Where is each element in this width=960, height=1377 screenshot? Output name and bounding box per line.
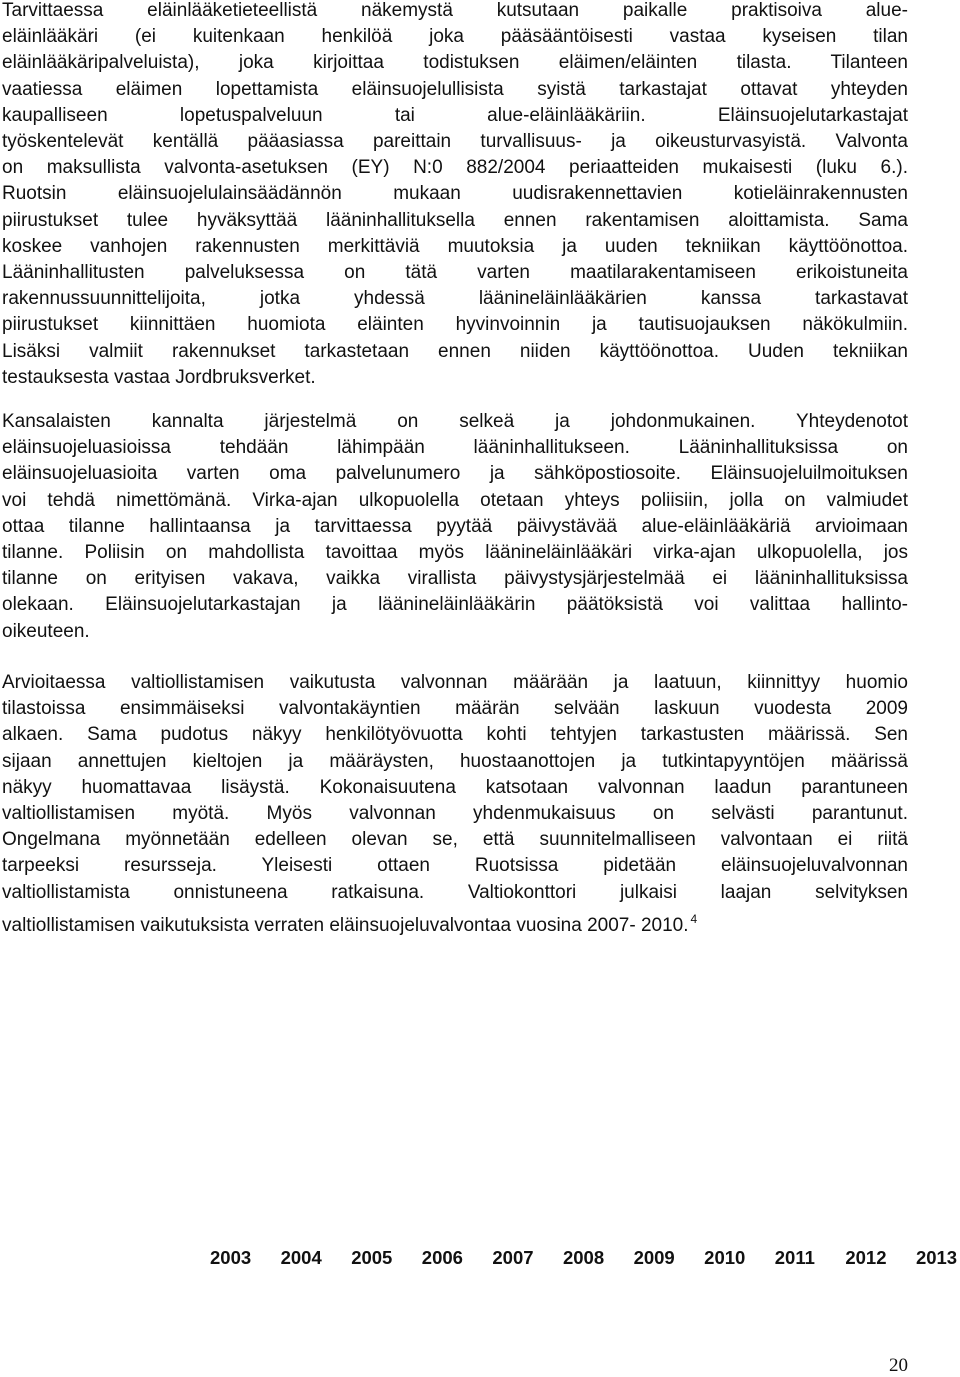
text-line-content: vaatiessa eläimen lopettamista eläinsuojelullisista syistä tarkastajat ottavat yhteyden <box>2 78 908 100</box>
text-line-content: on maksullista valvonta-asetuksen (EY) N:0 882/2004 periaatteiden mukaisesti (luku 6.). <box>2 157 908 179</box>
text-line-content: eläinsuojeluasioita varten oma palvelunumero ja sähköpostiosoite. Eläinsuojeluilmoituksen <box>2 463 908 485</box>
text-line <box>2 880 908 906</box>
year-label: 2008 <box>562 1247 605 1268</box>
text-line-content: olekaan. Eläinsuojelutarkastajan ja lääninеläinlääkärin päätöksistä voi valittaa hallinto- <box>2 594 908 616</box>
text-line-content: Arvioitaessa valtiollistamisen vaikutusta valvonnan määrään ja laatuun, kiinnittyy huomio <box>2 672 908 693</box>
text-line <box>2 749 908 775</box>
year-label: 2007 <box>492 1247 534 1268</box>
paragraph-inspection-procedures <box>2 0 908 391</box>
text-line-content: kaupalliseen lopetuspalveluun tai alue-eläinlääkäriin. Eläinsuojelutarkastajat <box>2 104 908 126</box>
text-line <box>2 103 908 129</box>
text-line <box>2 801 908 827</box>
text-line-content: työskentelevät kentällä pääasiassa pareittain turvallisuus- ja oikeusturvasyistä. Valvonta <box>2 131 908 153</box>
text-line <box>2 540 908 566</box>
year-label: 2013 <box>915 1247 958 1268</box>
text-line-content: valtiollistamista onnistuneena ratkaisuna. Valtiokonttori julkaisi laajan selvityksen <box>2 881 908 903</box>
text-line-content: alkaen. Sama pudotus näkyy henkilötyövuotta kohti tehtyjen tarkastusten määrissä. Sen <box>2 724 908 746</box>
text-line <box>2 129 908 155</box>
year-label: 2006 <box>421 1247 463 1268</box>
text-line <box>2 234 908 260</box>
text-line <box>2 365 908 391</box>
year-label: 2010 <box>704 1247 746 1268</box>
text-line-content: piirustukset tulee hyväksyttää lääninhallituksella ennen rakentamisen aloittamista. Sama <box>2 209 908 231</box>
text-line <box>2 827 908 853</box>
year-label: 2004 <box>280 1247 322 1268</box>
text-line-content: Tarvittaessa eläinlääketieteellistä näkemystä kutsutaan paikalle praktisoiva alue- <box>2 0 908 21</box>
year-label: 2009 <box>633 1247 675 1268</box>
text-line <box>2 0 908 24</box>
text-line-content: ottaa tilanne hallintaansa ja tarvittaessa pyytää päivystävää alue-eläinlääkäriä arvioimaan <box>2 515 908 537</box>
text-line <box>2 670 908 696</box>
text-line <box>2 409 908 435</box>
text-line <box>2 461 908 487</box>
text-line <box>2 50 908 76</box>
text-line-content: näkyy huomattavaa lisäystä. Kokonaisuutena katsotaan valvonnan laadun parantuneen <box>2 776 908 798</box>
text-line <box>2 155 908 181</box>
text-line <box>2 488 908 514</box>
text-line-content: tilanne on erityisen vakava, vaikka virallista päivystysjärjestelmää ei lääninhallituksissa <box>2 568 908 590</box>
text-line-content: tilastoissa ensimmäiseksi valvontakäyntien määrän selvään laskuun vuodesta 2009 <box>2 698 908 720</box>
text-line <box>2 696 908 722</box>
text-line-content: testauksesta vastaa Jordbruksverket. <box>2 366 316 388</box>
text-line <box>2 435 908 461</box>
text-line-content: voi tehdä nimettömänä. Virka-ajan ulkopuolella otetaan yhteys poliisiin, jolla on valmiudet <box>2 489 908 511</box>
paragraph-citizen-perspective <box>2 409 908 645</box>
text-line-content: oikeuteen. <box>2 620 90 642</box>
text-line <box>2 514 908 540</box>
text-line-content: rakennussuunnittelijoita, jotka yhdessä lääninеläinlääkärien kanssa tarkastavat <box>2 288 908 310</box>
text-line-content: Lisäksi valmiit rakennukset tarkastetaan ennen niiden käyttöönottoa. Uuden tekniikan <box>2 340 908 362</box>
text-line-content: Lääninhallitusten palveluksessa on tätä varten maatilarakentamiseen erikoistuneita <box>2 262 908 284</box>
text-line-content: eläinsuojeluasioissa tehdään lähimpään lääninhallitukseen. Lääninhallituksissa on <box>2 437 908 459</box>
footnote-reference[interactable]: 4 <box>690 911 698 926</box>
text-line <box>2 592 908 618</box>
text-line-content: valtiollistamisen vaikutuksista verraten eläinsuojeluvalvontaa vuosina 2007- 2010. <box>2 914 689 936</box>
text-line <box>2 208 908 234</box>
text-line <box>2 722 908 748</box>
text-line <box>2 181 908 207</box>
text-line <box>2 260 908 286</box>
year-label: 2012 <box>845 1247 887 1268</box>
text-line <box>2 286 908 312</box>
paragraph-nationalization-evaluation <box>2 670 908 939</box>
year-label: 2005 <box>351 1247 393 1268</box>
text-line <box>2 312 908 338</box>
text-line-content: sijaan annettujen kieltojen ja määräysten, huostaanottojen ja tutkintapyyntöjen määrissä <box>2 750 908 772</box>
text-line-content: koskee vanhojen rakennusten merkittäviä muutoksia ja uuden tekniikan käyttöönottoa. <box>2 235 908 257</box>
text-line <box>2 906 908 939</box>
text-line <box>2 566 908 592</box>
text-line <box>2 775 908 801</box>
text-line-content: valtiollistamisen myötä. Myös valvonnan yhdenmukaisuus on selvästi parantunut. <box>2 803 908 825</box>
text-line-content: Kansalaisten kannalta järjestelmä on selkeä ja johdonmukainen. Yhteydenotot <box>2 411 908 432</box>
text-line-content: Ongelmana myönnetään edelleen olevan se, että suunnitelmalliseen valvontaan ei riitä <box>2 829 908 851</box>
page-number: 20 <box>889 1355 908 1376</box>
text-line <box>2 619 908 645</box>
text-line-content: eläinlääkäri (ei kuitenkaan henkilöä joka pääsääntöisesti vastaa kyseisen tilan <box>2 26 908 48</box>
text-line-content: eläinlääkäripalveluista), joka kirjoittaa todistuksen eläimen/eläinten tilasta. Tilanteen <box>2 52 908 74</box>
year-axis-labels <box>210 1247 960 1269</box>
text-line <box>2 339 908 365</box>
text-line <box>2 24 908 50</box>
text-line <box>2 853 908 879</box>
text-line-content: piirustukset kiinnittäen huomiota eläinten hyvinvoinnin ja tautisuojauksen näkökulmiin. <box>2 314 908 336</box>
text-line-content: tarpeeksi resursseja. Yleisesti ottaen Ruotsissa pidetään eläinsuojeluvalvonnan <box>2 855 908 877</box>
text-line-content: tilanne. Poliisin on mahdollista tavoittaa myös lääninеläinlääkäri virka-ajan ulkopuolella, jos <box>2 542 908 564</box>
text-line <box>2 77 908 103</box>
year-label: 2011 <box>774 1247 815 1268</box>
year-label: 2003 <box>210 1247 252 1268</box>
text-line-content: Ruotsin eläinsuojelulainsäädännön mukaan uudisrakennettavien kotieläinrakennusten <box>2 183 908 205</box>
